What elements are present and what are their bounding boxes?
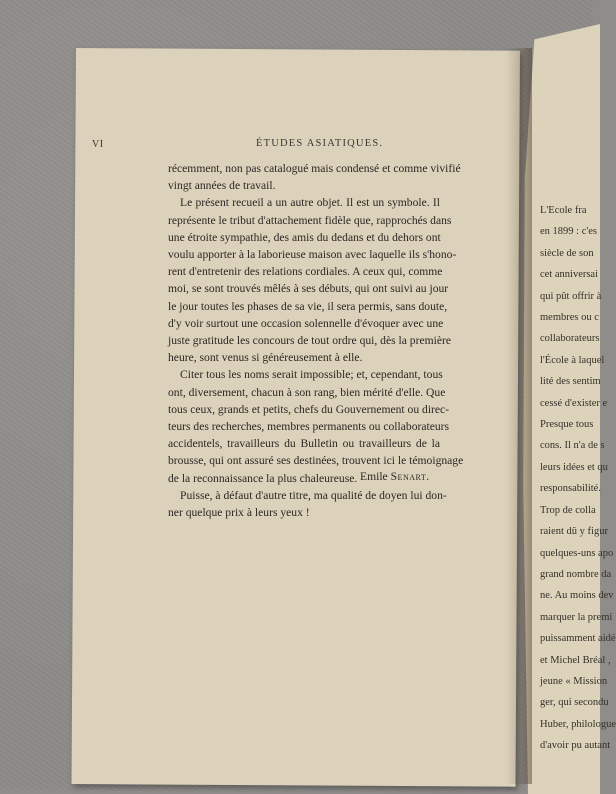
right-text-line: leurs idées et qu — [540, 461, 608, 473]
book-gutter — [506, 48, 532, 784]
right-text-line: collaborateurs — [540, 333, 600, 345]
text-line: tous ceux, grands et petits, chefs du Gouvernement ou direc- — [168, 402, 450, 416]
text-line: ner quelque prix à leurs yeux ! — [168, 506, 310, 520]
text-line: brousse, qui ont assuré ses destinées, trouvent ici le témoignage — [168, 454, 464, 468]
right-text-line: ne. Au moins dev — [540, 590, 614, 602]
right-text-line: qui pût offrir à — [540, 290, 602, 302]
text-line: rent d'entretenir des relations cordiales. A ceux qui, comme — [168, 265, 443, 279]
right-text-line: jeune « Mission — [540, 675, 608, 687]
right-text-line: Trop de colla — [540, 504, 596, 516]
text-line: récemment, non pas catalogué mais condensé et comme vivifié — [168, 162, 461, 175]
text-line: Le présent recueil a un autre objet. Il est un symbole. Il — [180, 196, 440, 210]
right-text-line: en 1899 : c'es — [540, 226, 598, 238]
text-line: vingt années de travail. — [168, 179, 276, 193]
right-text-line: marquer la premi — [540, 611, 613, 623]
right-text-line: Presque tous — [540, 419, 594, 431]
text-line: Citer tous les noms serait impossible; et, cependant, tous — [180, 368, 443, 382]
right-text-line: quelques-uns apo — [540, 547, 614, 559]
right-text-line: cet anniversai — [540, 269, 599, 281]
right-text-line: Huber, philologue — [540, 718, 616, 730]
text-line: moi, se sont trouvés mêlés à ses débuts, qui ont suivi au jour — [168, 282, 449, 296]
right-text-line: siècle de son — [540, 247, 594, 259]
text-line: représente le tribut d'attachement fidèle que, rapprochés dans — [168, 213, 452, 227]
text-line: d'y voir surtout une occasion solennelle d'évoquer avec une — [168, 316, 444, 330]
text-line: ont, diversement, chacun à son rang, bien mérité d'elle. Que — [168, 385, 446, 399]
right-text-line: cons. Il n'a de s — [540, 440, 605, 452]
right-text-line: L'Ecole fra — [540, 205, 587, 216]
right-text-line: lité des sentim — [540, 376, 601, 388]
right-text-line: puissamment aidé — [540, 633, 616, 645]
text-line: le jour toutes les phases de sa vie, il sera permis, sans doute, — [168, 299, 448, 313]
right-text-line: responsabilité. — [540, 483, 601, 495]
text-line: de la reconnaissance la plus chaleureuse. — [168, 471, 358, 485]
text-line: Puisse, à défaut d'autre titre, ma qualité de doyen lui don- — [180, 488, 447, 502]
right-text-line: grand nombre da — [540, 568, 612, 580]
right-text-line: cessé d'exister e — [540, 397, 608, 409]
text-line: accidentels, travailleurs du Bulletin ou travailleurs de la — [168, 437, 440, 451]
right-text-line: membres ou c — [540, 312, 599, 324]
right-text-line: et Michel Bréal , — [540, 654, 611, 666]
text-line: teurs des recherches, membres permanents ou collaborateurs — [168, 420, 450, 434]
right-page-text — [540, 200, 616, 757]
signature-first-name: Emile — [360, 470, 388, 483]
running-head: ÉTUDES ASIATIQUES. — [256, 138, 384, 149]
signature — [360, 470, 430, 483]
right-text-line: raient dû y figur — [540, 526, 608, 538]
signature-last-name: Senart. — [390, 470, 430, 483]
text-line: heure, sont venus si généreusement à elle. — [168, 351, 363, 365]
text-line: voulu apporter à la laborieuse maison avec laquelle ils s'hono- — [168, 248, 457, 262]
right-text-line: l'École à laquel — [540, 354, 605, 366]
text-line: juste gratitude les concours de tout ordre qui, dès la première — [168, 334, 451, 348]
right-text-line: d'avoir pu autant — [540, 740, 611, 752]
right-text-line: ger, qui secondu — [540, 697, 609, 709]
text-line: une étroite sympathie, des amis du dedans et du dehors ont — [168, 230, 441, 244]
page-number: VI — [92, 139, 104, 150]
body-text — [168, 160, 464, 521]
